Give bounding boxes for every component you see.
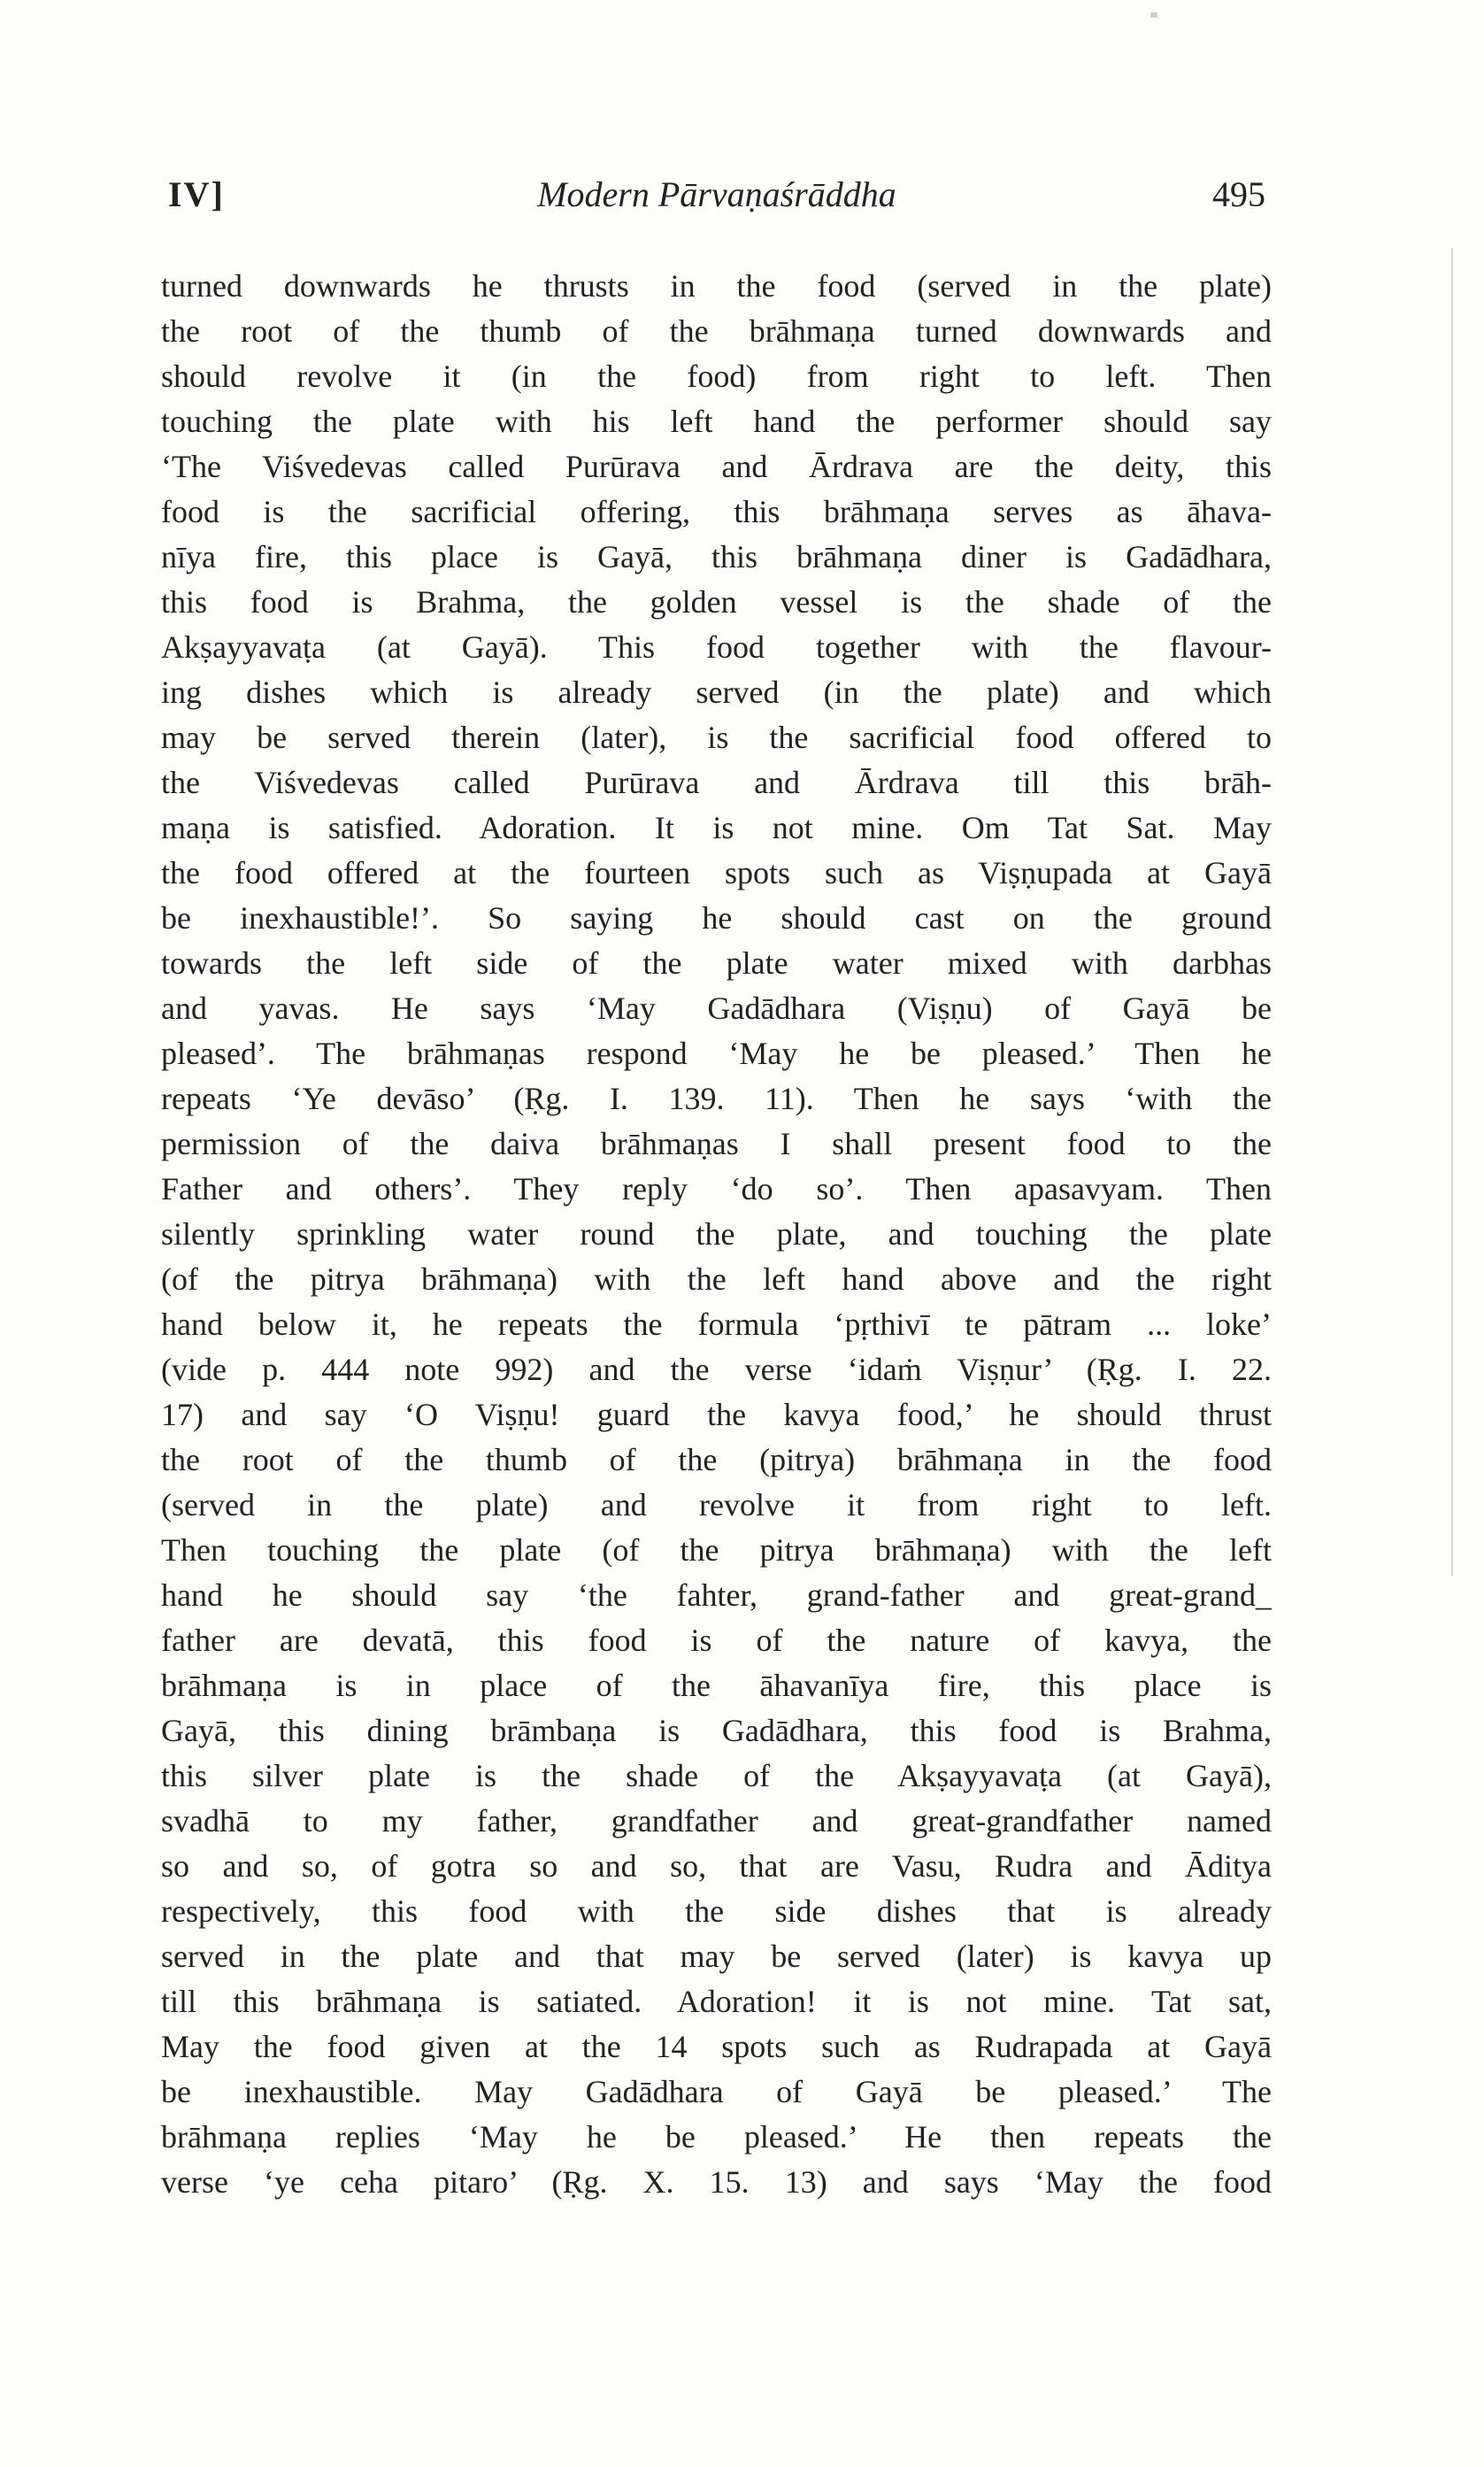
scan-edge-shadow <box>1451 248 1453 1576</box>
page-header <box>168 173 1265 227</box>
text-line: towards the left side of the plate water mixed with darbhas <box>161 945 1272 981</box>
text-line: this silver plate is the shade of the Akṣayyavaṭa (at Gayā), <box>161 1758 1272 1793</box>
text-line: food is the sacrificial offering, this brāhmaṇa serves as āhava- <box>161 494 1272 529</box>
text-line: brāhmaṇa replies ‘May he be pleased.’ He then repeats the <box>161 2119 1272 2155</box>
text-line: hand he should say ‘the fahter, grand-father and great-grand_ <box>161 1577 1272 1613</box>
text-line: the root of the thumb of the brāhmaṇa turned downwards and <box>161 313 1272 349</box>
text-line: brāhmaṇa is in place of the āhavanīya fire, this place is <box>161 1668 1272 1703</box>
text-line: so and so, of gotra so and so, that are Vasu, Rudra and Āditya <box>161 1848 1272 1884</box>
text-line: respectively, this food with the side dishes that is already <box>161 1893 1272 1929</box>
page-number: 495 <box>1212 174 1265 214</box>
text-line: should revolve it (in the food) from right to left. Then <box>161 358 1272 394</box>
text-line: the root of the thumb of the (pitrya) brāhmaṇa in the food <box>161 1442 1272 1477</box>
text-line: nīya fire, this place is Gayā, this brāhmaṇa diner is Gadādhara, <box>161 539 1272 574</box>
text-line: permission of the daiva brāhmaṇas I shall present food to the <box>161 1126 1272 1161</box>
text-line: till this brāhmaṇa is satiated. Adoration! it is not mine. Tat sat, <box>161 1984 1272 2019</box>
text-line: be inexhaustible!’. So saying he should cast on the ground <box>161 900 1272 936</box>
text-line: hand below it, he repeats the formula ‘pṛthivī te pātram ... loke’ <box>161 1307 1272 1342</box>
text-line: pleased’. The brāhmaṇas respond ‘May he be pleased.’ Then he <box>161 1036 1272 1071</box>
text-line: Then touching the plate (of the pitrya brāhmaṇa) with the left <box>161 1532 1272 1568</box>
text-line: Gayā, this dining brāmbaṇa is Gadādhara, this food is Brahma, <box>161 1713 1272 1748</box>
text-line: 17) and say ‘O Viṣṇu! guard the kavya food,’ he should thrust <box>161 1397 1272 1432</box>
text-line: the Viśvedevas called Purūrava and Ārdrava till this brāh- <box>161 765 1272 800</box>
text-line: May the food given at the 14 spots such as Rudrapada at Gayā <box>161 2029 1272 2064</box>
text-line: Akṣayyavaṭa (at Gayā). This food together with the flavour- <box>161 629 1272 665</box>
text-line: repeats ‘Ye devāso’ (Ṛg. I. 139. 11). Then he says ‘with the <box>161 1081 1272 1116</box>
text-line: touching the plate with his left hand the performer should say <box>161 404 1272 439</box>
text-line: ing dishes which is already served (in the plate) and which <box>161 675 1272 710</box>
text-line: silently sprinkling water round the plate, and touching the plate <box>161 1216 1272 1252</box>
text-line: father are devatā, this food is of the nature of kavya, the <box>161 1623 1272 1658</box>
text-line: ‘The Viśvedevas called Purūrava and Ārdrava are the deity, this <box>161 449 1272 484</box>
text-line: (vide p. 444 note 992) and the verse ‘idaṁ Viṣṇur’ (Ṛg. I. 22. <box>161 1352 1272 1387</box>
text-line: may be served therein (later), is the sacrificial food offered to <box>161 720 1272 755</box>
text-line: this food is Brahma, the golden vessel is the shade of the <box>161 584 1272 620</box>
text-line: served in the plate and that may be served (later) is kavya up <box>161 1939 1272 1974</box>
text-line: be inexhaustible. May Gadādhara of Gayā be pleased.’ The <box>161 2074 1272 2109</box>
text-line: svadhā to my father, grandfather and great-grandfather named <box>161 1803 1272 1839</box>
chapter-marker: IV] <box>168 174 225 214</box>
text-line: the food offered at the fourteen spots such as Viṣṇupada at Gayā <box>161 855 1272 890</box>
running-title: Modern Pārvaṇaśrāddha <box>537 174 896 214</box>
scan-speck <box>1150 12 1157 18</box>
text-line: maṇa is satisfied. Adoration. It is not mine. Om Tat Sat. May <box>161 810 1272 845</box>
text-line: turned downwards he thrusts in the food (served in the plate) <box>161 268 1272 304</box>
text-line: (served in the plate) and revolve it from right to left. <box>161 1487 1272 1523</box>
text-line: Father and others’. They reply ‘do so’. Then apasavyam. Then <box>161 1171 1272 1207</box>
text-line: (of the pitrya brāhmaṇa) with the left hand above and the right <box>161 1261 1272 1297</box>
body-text <box>161 264 1272 2205</box>
text-line: verse ‘ye ceha pitaro’ (Ṛg. X. 15. 13) and says ‘May the food <box>161 2164 1272 2200</box>
text-line: and yavas. He says ‘May Gadādhara (Viṣṇu) of Gayā be <box>161 991 1272 1026</box>
